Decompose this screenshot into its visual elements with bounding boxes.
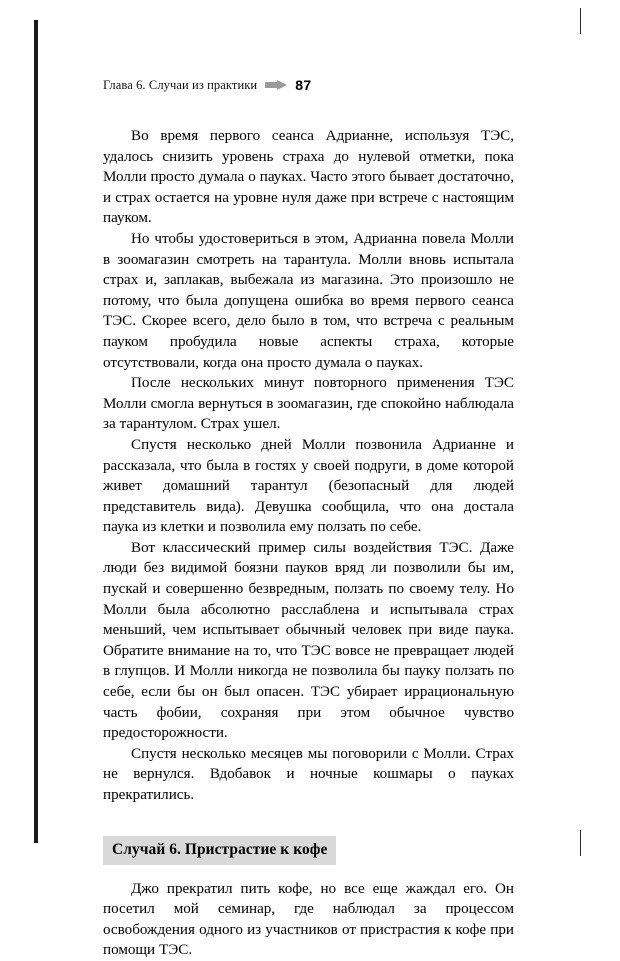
- chapter-title: Глава 6. Случаи из практики: [103, 77, 258, 92]
- page-number: 87: [295, 77, 312, 93]
- running-header: [103, 74, 514, 96]
- spine-bar: [34, 20, 38, 843]
- paragraph: Спустя несколько дней Молли позвонила Адрианне и рассказала, что была в гостях у своей подруги, в доме которой живет домашний тарантул (безопасный для людей представитель вида). Девушка сообщила, что она достала паука из клетки и позволила ему ползать по себе.: [103, 436, 514, 536]
- right-arrow-icon: [265, 80, 287, 90]
- paragraph: Джо прекратил пить кофе, но все еще жаждал его. Он посетил мой семинар, где наблюдал за процессом освобождения одного из участников от пристрастия к кофе при помощи ТЭС.: [103, 880, 514, 959]
- paragraph: Спустя несколько месяцев мы поговорили с Молли. Страх не вернулся. Вдобавок и ночные кошмары о пауках прекратились.: [103, 745, 514, 803]
- page-content: [103, 74, 514, 961]
- paragraph: Вот классический пример силы воздействия ТЭС. Даже люди без видимой боязни пауков вряд ли позволили бы им, пускай и совершенно безвредным, ползать по своему телу. Но Молли была абсолютно расслаблена и испытывала страх меньший, чем испытывает обычный человек при виде паука. Обратите внимание на то, что ТЭС вовсе не превращает людей в глупцов. И Молли никогда не позволила бы пауку ползать по себе, если бы он был опасен. ТЭС убирает иррациональную часть фобии, сохраняя при этом обычное чувство предосторожности.: [103, 539, 514, 742]
- crop-mark-bottom: [580, 830, 581, 856]
- crop-mark-top: [580, 8, 581, 34]
- section-heading: [103, 836, 336, 865]
- paragraph: Во время первого сеанса Адрианне, используя ТЭС, удалось снизить уровень страха до нулевой отметки, пока Молли просто думала о пауках. Часто этого бывает достаточно, и страх остается на уровне нуля даже при встрече с настоящим пауком.: [103, 128, 514, 227]
- paragraph: Но чтобы удостовериться в этом, Адрианна повела Молли в зоомагазин смотреть на тарантула. Молли вновь испытала страх и, заплакав, выбежала из магазина. Это произошло не потому, что была допущена ошибка во время первого сеанса ТЭС. Скорее всего, дело было в том, что встреча с реальным пауком пробудила новые аспекты страха, которые отсутствовали, когда она просто думала о пауках.: [103, 230, 514, 371]
- paragraph: После нескольких минут повторного применения ТЭС Молли смогла вернуться в зоомагазин, где спокойно наблюдала за тарантулом. Страх ушел.: [103, 375, 514, 433]
- section-heading-label: Случай 6. Пристрастие к кофе: [103, 836, 336, 865]
